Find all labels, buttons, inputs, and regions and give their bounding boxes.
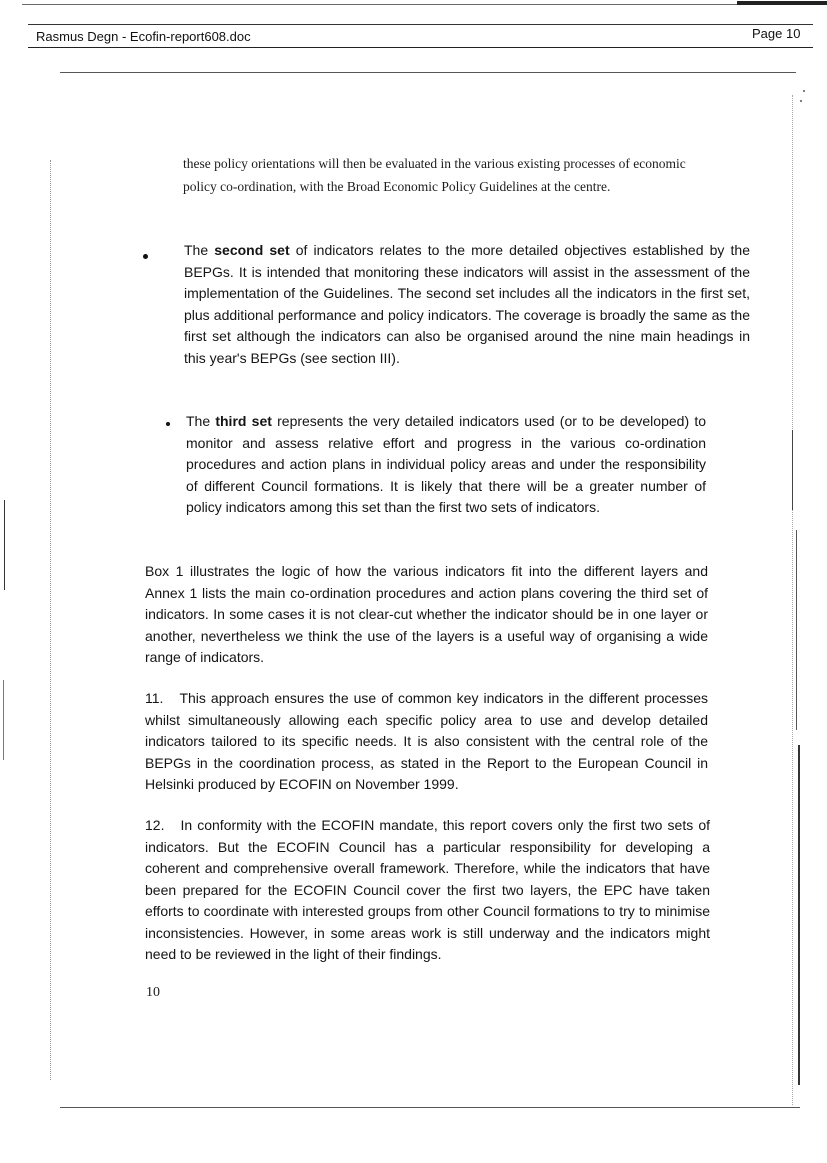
bullet-second-set: [184, 240, 750, 369]
page-label: Page 10: [752, 26, 801, 41]
paragraph-text: This approach ensures the use of common key indicators in the different processes whilst simultaneously allowing each specific policy area to use and develop detailed indicators tailored to its specific needs. It is also consistent with the central role of the BEPGs in the coordination process, as stated in the Report to the European Council in Helsinki produced by ECOFIN on November 1999.: [145, 690, 708, 792]
bullet-lead: The: [186, 413, 216, 429]
scan-speck: [800, 100, 802, 102]
paragraph-text: In conformity with the ECOFIN mandate, this report covers only the first two sets of indicators. But the ECOFIN Council has a particular responsibility for developing a coherent and comprehensive overall framework. Therefore, while the indicators that have been prepared for the ECOFIN Council cover the first two layers, the EPC have taken efforts to coordinate with interested groups from other Council formations to try to minimise inconsistencies. However, in some areas work is still underway and the indicators might need to be reviewed in the light of their findings.: [145, 817, 710, 962]
paragraph-12: [145, 815, 710, 966]
bullet-text: of indicators relates to the more detailed objectives established by the BEPGs. It is intended that monitoring these indicators will assist in the assessment of the implementation of the Guidelines. The second set includes all the indicators in the first set, plus additional performance and policy indicators. The coverage is broadly the same as the first set although the indicators can also be organised around the nine main headings in this year's BEPGs (see section III).: [184, 242, 750, 366]
scan-edge-mark: [798, 745, 800, 1085]
bullet-marker: [166, 422, 170, 426]
bullet-emphasis: second set: [214, 242, 290, 258]
scan-edge-mark: [3, 680, 4, 760]
paragraph-number: 11.: [145, 690, 164, 706]
page-frame-top: [60, 72, 796, 73]
page-number: 10: [146, 985, 160, 1000]
scan-speck: [803, 90, 805, 92]
scan-edge-mark: [4, 500, 5, 590]
document-label: Rasmus Degn - Ecofin-report608.doc: [36, 29, 251, 44]
scan-edge-mark: [796, 530, 797, 730]
bullet-text: represents the very detailed indicators used (or to be developed) to monitor and assess relative effort and progress in the various co-ordination procedures and action plans in individual policy areas and under the responsibility of different Council formations. It is likely that there will be a greater number of policy indicators among this set than the first two sets of indicators.: [186, 413, 706, 515]
bullet-lead: The: [184, 242, 215, 258]
paragraph-box-1: [145, 561, 708, 669]
paragraph-text: Box 1 illustrates the logic of how the various indicators fit into the different layers and Annex 1 lists the main co-ordination procedures and action plans covering the third set of indicators. In some cases it is not clear-cut whether the indicator should be in one layer or another, nevertheless we think the use of the layers is a useful way of organising a wide range of indicators.: [145, 563, 708, 665]
header-divider: [28, 24, 813, 25]
page-frame-left: [50, 160, 51, 1080]
bullet-marker: [143, 254, 148, 259]
page-frame-right: [792, 95, 793, 1105]
header-top-rule: [22, 4, 827, 5]
paragraph-number: 12.: [145, 817, 165, 833]
page-frame-bottom: [60, 1107, 800, 1108]
header-bottom-rule: [28, 47, 813, 48]
continuation-text: these policy orientations will then be evaluated in the various existing processes of economic policy co-ordination, with the Broad Economic Policy Guidelines at the centre.: [183, 156, 686, 194]
bullet-emphasis: third set: [215, 413, 272, 429]
bullet-third-set: [186, 411, 706, 519]
scan-edge-mark: [792, 430, 793, 510]
paragraph-11: [145, 688, 708, 796]
